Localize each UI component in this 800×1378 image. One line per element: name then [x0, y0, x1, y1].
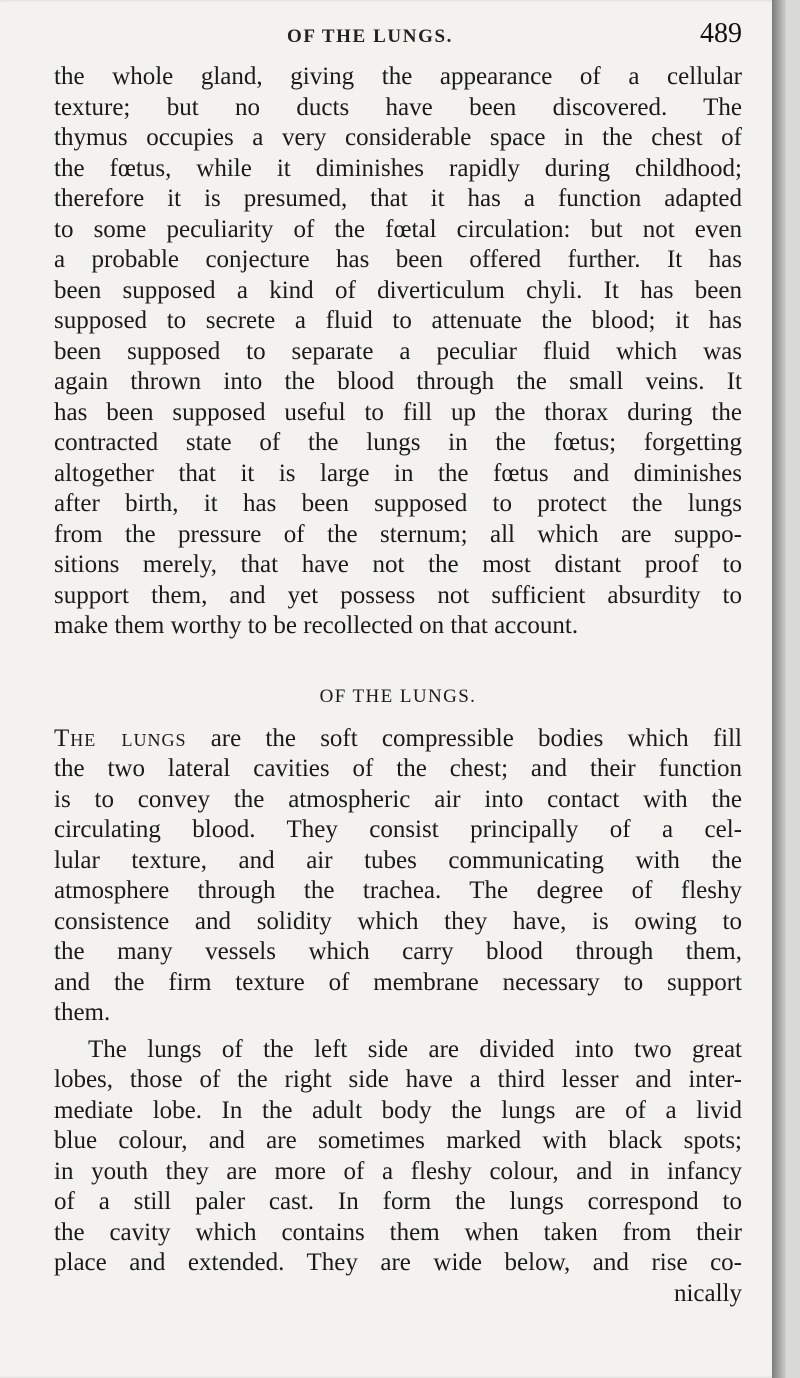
text-line: them.: [54, 999, 111, 1026]
text-line: contracted state of the lungs in the fœtus; forgetting: [54, 429, 742, 456]
text-line: thymus occupies a very considerable space in the chest of: [54, 124, 742, 151]
text-line: the fœtus, while it diminishes rapidly during childhood;: [54, 154, 742, 182]
text-line: been supposed a kind of diverticulum chyli. It has been: [54, 276, 742, 304]
text-line: supposed to secrete a fluid to attenuate the blood; it has: [54, 307, 742, 334]
text-line: to some peculiarity of the fœtal circulation: but not even: [54, 215, 742, 243]
text-line: from the pressure of the sternum; all which are suppo-: [54, 520, 742, 548]
text-line: the two lateral cavities of the chest; and their function: [54, 755, 742, 782]
text-line: The lungs of the left side are divided into two great: [88, 1035, 742, 1063]
text-line: been supposed to separate a peculiar fluid which was: [54, 337, 742, 365]
text-line-first: [54, 724, 742, 755]
text-line: blue colour, and are sometimes marked with black spots;: [54, 1127, 742, 1154]
text-line: in youth they are more of a fleshy colour, and in infancy: [54, 1157, 742, 1185]
running-head: [0, 18, 786, 54]
text-line: the whole gland, giving the appearance of a cellular: [54, 63, 742, 90]
text-line: atmosphere through the trachea. The degree of fleshy: [54, 877, 742, 904]
running-head-title: OF THE LUNGS.: [287, 26, 453, 47]
text-line: consistence and solidity which they have, is owing to: [54, 907, 742, 935]
text-line: mediate lobe. In the adult body the lungs are of a livid: [54, 1096, 742, 1124]
text-line: and the firm texture of membrane necessary to support: [54, 968, 742, 996]
text-line: support them, and yet possess not sufficient absurdity to: [54, 581, 742, 609]
text-line: after birth, it has been supposed to protect the lungs: [54, 490, 742, 517]
text-line: of a still paler cast. In form the lungs correspond to: [54, 1188, 742, 1215]
lead-words: The lungs: [54, 724, 187, 752]
text-line: again thrown into the blood through the small veins. It: [54, 368, 742, 395]
text-line: therefore it is presumed, that it has a function adapted: [54, 185, 742, 212]
text-line: a probable conjecture has been offered further. It has: [54, 246, 742, 273]
text-line: make them worthy to be recollected on that account.: [54, 612, 579, 639]
text-line: sitions merely, that have not the most distant proof to: [54, 551, 742, 578]
text-line: circulating blood. They consist principally of a cel-: [54, 816, 742, 843]
text-line: is to convey the atmospheric air into contact with the: [54, 785, 742, 813]
section-heading: OF THE LUNGS.: [319, 685, 477, 707]
body-text: [54, 62, 742, 1309]
paragraph-lungs-intro: [54, 724, 742, 1029]
text-line: the many vessels which carry blood through them,: [54, 938, 742, 965]
paragraph-thymus: [54, 62, 742, 642]
text-line: place and extended. They are wide below, and rise co-: [54, 1249, 742, 1276]
page-edge-shadow: [772, 0, 786, 1378]
text-line: lobes, those of the right side have a third lesser and inter-: [54, 1066, 742, 1093]
paragraph-lobes: [54, 1035, 742, 1310]
page-number: 489: [700, 18, 742, 49]
text-line: lular texture, and air tubes communicating with the: [54, 846, 742, 874]
catchword: nically: [673, 1279, 742, 1307]
text-line: the cavity which contains them when taken from their: [54, 1218, 742, 1246]
text-line: altogether that it is large in the fœtus and diminishes: [54, 459, 742, 487]
first-line-rest: are the soft compressible bodies which fill: [186, 724, 742, 752]
text-line: has been supposed useful to fill up the thorax during the: [54, 398, 742, 426]
text-line: texture; but no ducts have been discovered. The: [54, 93, 742, 121]
